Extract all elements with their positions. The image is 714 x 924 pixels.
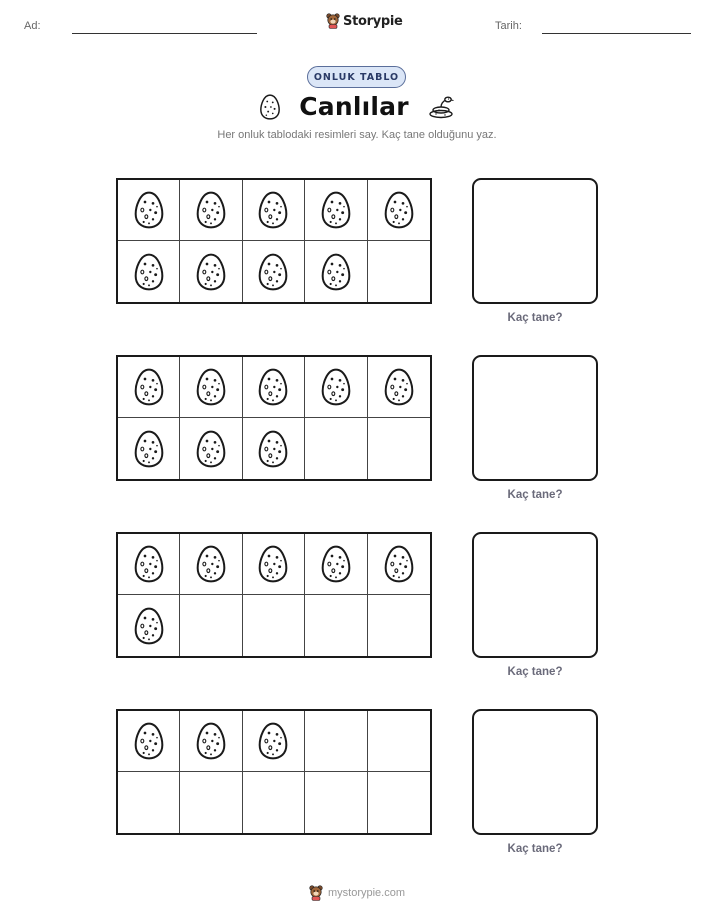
ten-frame-cell <box>305 595 367 656</box>
ten-frame-cell <box>368 180 430 241</box>
ten-frame-cell <box>368 418 430 479</box>
egg-icon <box>383 190 415 230</box>
ten-frame-cell <box>118 241 180 302</box>
brand-logo <box>326 13 403 29</box>
page-title: Canlılar <box>299 92 409 121</box>
answer-label-1: Kaç tane? <box>507 312 563 324</box>
ten-frame-cell <box>243 418 305 479</box>
ten-frame-cell <box>368 534 430 595</box>
egg-icon <box>257 190 289 230</box>
brand-name: Storypie <box>343 13 403 29</box>
ten-frame-cell <box>180 711 242 772</box>
storypie-bear-icon <box>326 13 340 29</box>
ten-frame-cell <box>305 180 367 241</box>
egg-icon <box>383 544 415 584</box>
ten-frame-cell <box>180 357 242 418</box>
snake-icon <box>427 95 455 119</box>
egg-icon <box>257 367 289 407</box>
ten-frame-cell <box>118 418 180 479</box>
egg-icon <box>133 606 165 646</box>
answer-label-4: Kaç tane? <box>507 843 563 855</box>
ten-frame-3 <box>116 532 432 658</box>
ten-frame-cell <box>305 241 367 302</box>
ten-frame-cell <box>180 534 242 595</box>
storypie-bear-icon <box>309 885 323 901</box>
egg-icon <box>195 721 227 761</box>
egg-icon <box>133 429 165 469</box>
ten-frame-cell <box>118 772 180 833</box>
ten-frame-cell <box>305 772 367 833</box>
egg-icon <box>383 367 415 407</box>
ten-frame-cell <box>243 534 305 595</box>
ten-frame-cell <box>180 418 242 479</box>
ten-frame-2 <box>116 355 432 481</box>
footer-url: mystorypie.com <box>327 887 406 899</box>
ten-frame-cell <box>368 357 430 418</box>
ten-frame-cell <box>368 241 430 302</box>
ten-frame-cell <box>368 772 430 833</box>
ten-frame-cell <box>243 772 305 833</box>
ten-frame-cell <box>305 418 367 479</box>
ten-frame-cell <box>118 357 180 418</box>
ten-frame-cell <box>180 180 242 241</box>
egg-icon <box>195 544 227 584</box>
ten-frame-cell <box>243 711 305 772</box>
egg-icon <box>257 252 289 292</box>
egg-icon <box>133 544 165 584</box>
answer-label-2: Kaç tane? <box>507 489 563 501</box>
ten-frame-cell <box>243 241 305 302</box>
ten-frame-cell <box>368 711 430 772</box>
ten-frame-cell <box>305 534 367 595</box>
title-row <box>0 92 714 121</box>
ten-frame-cell <box>243 180 305 241</box>
answer-box-3[interactable] <box>472 532 598 658</box>
ten-frame-cell <box>118 180 180 241</box>
ten-frame-cell <box>305 357 367 418</box>
ten-frame-cell <box>305 711 367 772</box>
egg-icon <box>195 429 227 469</box>
egg-icon <box>133 252 165 292</box>
egg-icon <box>320 252 352 292</box>
name-field[interactable] <box>72 33 257 34</box>
ten-frame-cell <box>243 357 305 418</box>
ten-frame-1 <box>116 178 432 304</box>
egg-icon <box>320 367 352 407</box>
egg-icon <box>257 429 289 469</box>
ten-frame-4 <box>116 709 432 835</box>
instructions: Her onluk tablodaki resimleri say. Kaç tane olduğunu yaz. <box>217 129 497 141</box>
egg-icon <box>257 544 289 584</box>
name-label: Ad: <box>24 20 41 32</box>
egg-icon <box>320 544 352 584</box>
egg-icon <box>195 252 227 292</box>
egg-icon <box>320 190 352 230</box>
ten-frame-cell <box>180 595 242 656</box>
ten-frame-cell <box>118 595 180 656</box>
date-label: Tarih: <box>495 20 522 32</box>
ten-frame-cell <box>180 241 242 302</box>
egg-icon <box>257 721 289 761</box>
answer-box-1[interactable] <box>472 178 598 304</box>
worksheet-type-badge: ONLUK TABLO <box>307 66 406 88</box>
date-field[interactable] <box>542 33 691 34</box>
ten-frame-cell <box>243 595 305 656</box>
ten-frame-cell <box>118 711 180 772</box>
egg-icon <box>133 721 165 761</box>
egg-icon <box>195 190 227 230</box>
ten-frame-cell <box>368 595 430 656</box>
answer-label-3: Kaç tane? <box>507 666 563 678</box>
answer-box-4[interactable] <box>472 709 598 835</box>
footer <box>0 885 714 901</box>
egg-icon <box>133 190 165 230</box>
egg-icon <box>259 93 281 121</box>
answer-box-2[interactable] <box>472 355 598 481</box>
egg-icon <box>195 367 227 407</box>
ten-frame-cell <box>118 534 180 595</box>
ten-frame-cell <box>180 772 242 833</box>
egg-icon <box>133 367 165 407</box>
